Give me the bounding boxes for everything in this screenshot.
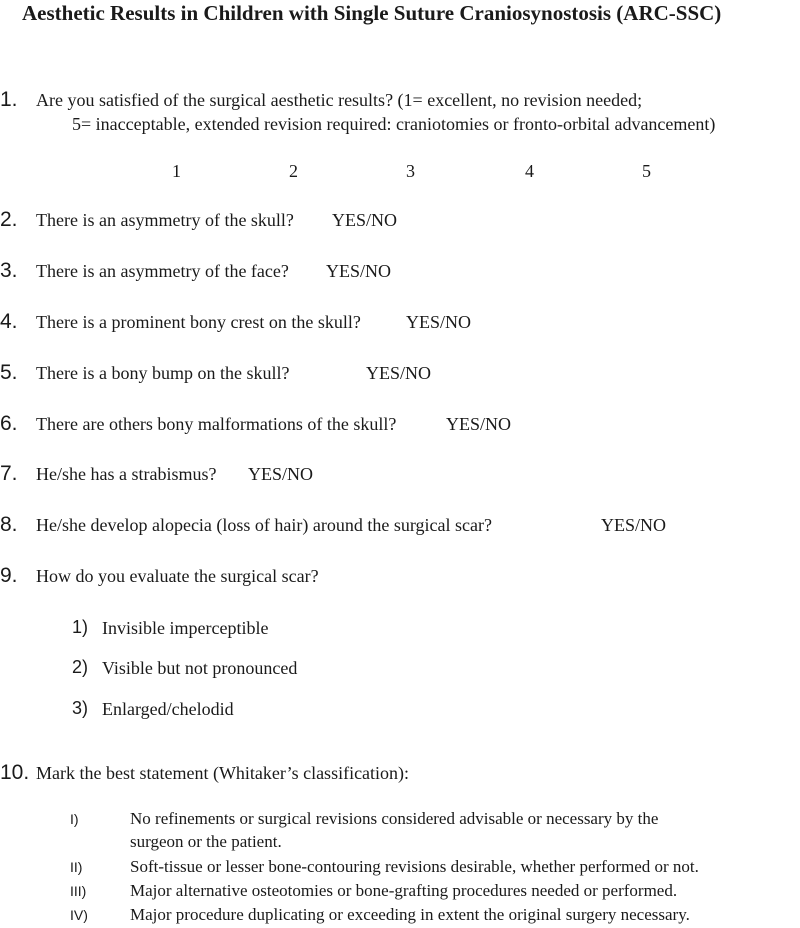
option-number: 1) [72, 617, 89, 637]
question-number: 2. [0, 208, 18, 231]
question-number: 9. [0, 564, 18, 587]
question-number: 5. [0, 361, 18, 384]
yes-no-answer[interactable]: YES/NO [326, 261, 392, 281]
question-text: Are you satisfied of the surgical aesthetic results? (1= excellent, no revision needed; [36, 90, 643, 110]
whitaker-statement[interactable]: Major alternative osteotomies or bone-grafting procedures needed or performed. [130, 881, 678, 900]
yes-no-answer[interactable]: YES/NO [446, 414, 512, 434]
whitaker-class-number: IV) [70, 907, 88, 923]
scar-option[interactable]: Invisible imperceptible [102, 618, 269, 638]
question-text: There are others bony malformations of the skull? [36, 414, 397, 434]
whitaker-statement[interactable]: Major procedure duplicating or exceeding in extent the original surgery necessary. [130, 905, 690, 924]
rating-option[interactable]: 3 [406, 161, 415, 181]
yes-no-answer[interactable]: YES/NO [406, 312, 472, 332]
whitaker-class-number: II) [70, 859, 83, 875]
scar-option[interactable]: Visible but not pronounced [102, 658, 298, 678]
question-text: There is a prominent bony crest on the skull? [36, 312, 361, 332]
rating-option[interactable]: 5 [642, 161, 651, 181]
page-title: Aesthetic Results in Children with Single Suture Craniosynostosis (ARC-SSC) [22, 1, 722, 25]
scar-option[interactable]: Enlarged/chelodid [102, 699, 234, 719]
question-number: 4. [0, 310, 18, 333]
question-text: Mark the best statement (Whitaker’s classification): [36, 763, 410, 783]
question-text-continued: 5= inacceptable, extended revision required: craniotomies or fronto-orbital advancement) [72, 114, 716, 134]
whitaker-statement[interactable]: No refinements or surgical revisions considered advisable or necessary by the [130, 809, 659, 828]
question-text: There is an asymmetry of the skull? [36, 210, 294, 230]
question-text: There is a bony bump on the skull? [36, 363, 290, 383]
question-text: He/she develop alopecia (loss of hair) around the surgical scar? [36, 515, 492, 535]
yes-no-answer[interactable]: YES/NO [332, 210, 398, 230]
whitaker-class-number: III) [70, 883, 87, 899]
whitaker-statement-continued: surgeon or the patient. [130, 832, 282, 851]
question-number: 3. [0, 259, 18, 282]
option-number: 3) [72, 698, 89, 718]
whitaker-statement[interactable]: Soft-tissue or lesser bone-contouring revisions desirable, whether performed or not. [130, 857, 699, 876]
rating-option[interactable]: 1 [172, 161, 181, 181]
question-number: 10. [0, 761, 30, 784]
question-number: 7. [0, 462, 18, 485]
option-number: 2) [72, 657, 89, 677]
yes-no-answer[interactable]: YES/NO [601, 515, 667, 535]
question-number: 8. [0, 513, 18, 536]
question-number: 6. [0, 412, 18, 435]
rating-option[interactable]: 2 [289, 161, 298, 181]
question-text: He/she has a strabismus? [36, 464, 217, 484]
question-number: 1. [0, 88, 18, 111]
yes-no-answer[interactable]: YES/NO [366, 363, 432, 383]
whitaker-class-number: I) [70, 811, 79, 827]
question-text: There is an asymmetry of the face? [36, 261, 289, 281]
rating-option[interactable]: 4 [525, 161, 534, 181]
question-text: How do you evaluate the surgical scar? [36, 566, 319, 586]
yes-no-answer[interactable]: YES/NO [248, 464, 314, 484]
